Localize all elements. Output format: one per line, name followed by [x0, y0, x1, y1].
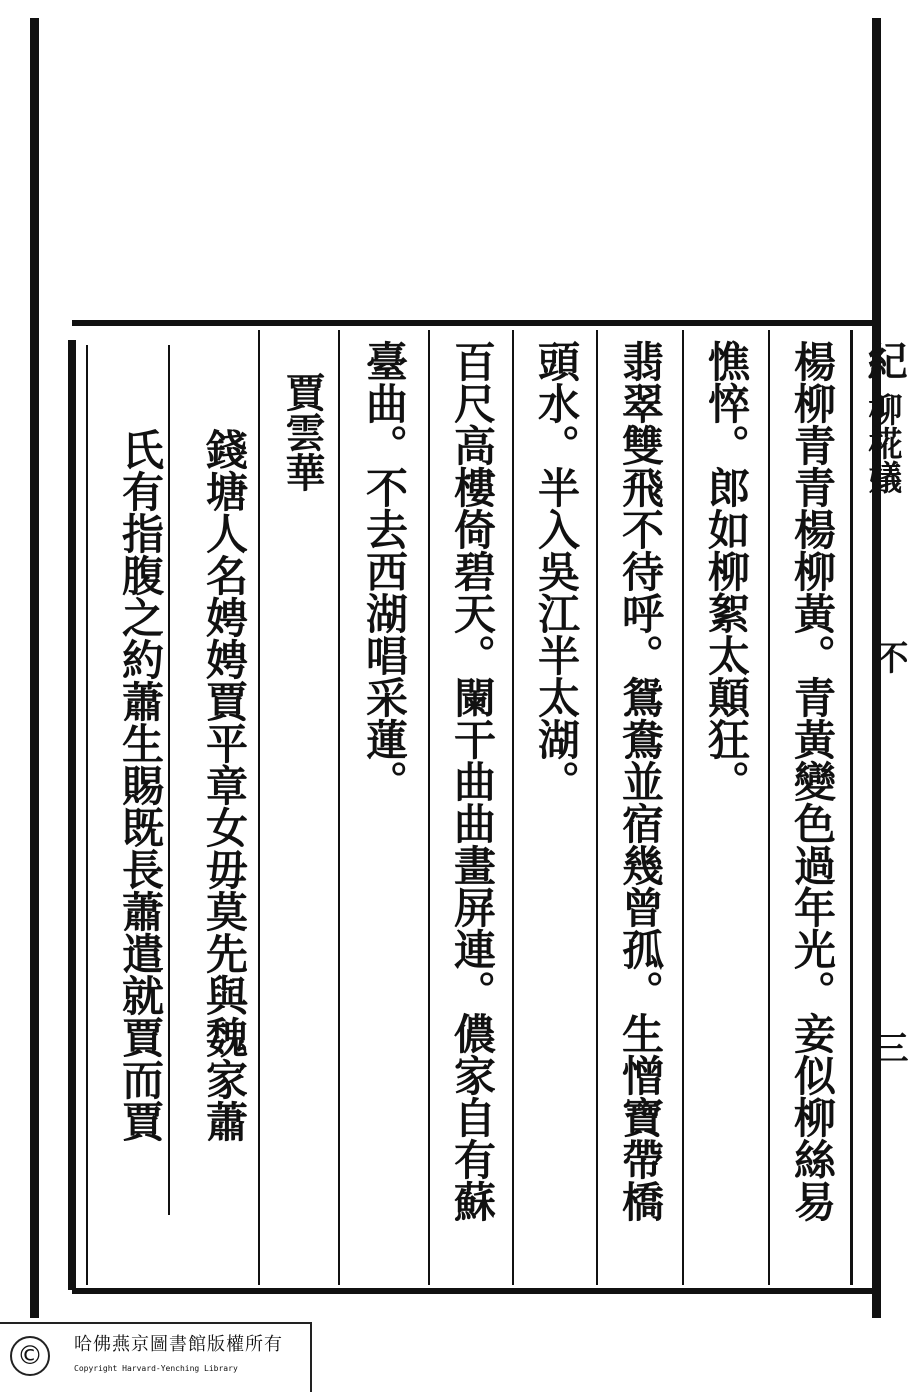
- text-column-8: 錢塘人名娉娉賈平章女毋莫先與魏家蕭: [200, 428, 249, 1142]
- column-divider: [168, 345, 170, 1215]
- frame-divider: [86, 345, 88, 1285]
- top-rule: [72, 320, 872, 326]
- page-number: 三: [868, 1030, 908, 1064]
- text-column-4: 頭水。半入吳江半太湖。: [532, 340, 581, 802]
- bottom-rule: [72, 1288, 872, 1294]
- text-column-5: 百尺高樓倚碧天。闌干曲曲畫屏連。儂家自有蘇: [448, 340, 497, 1222]
- column-divider: [338, 330, 340, 1285]
- text-column-3: 翡翠雙飛不待呼。鴛鴦並宿幾曾孤。生憎寶帶橋: [616, 340, 665, 1222]
- column-divider: [596, 330, 598, 1285]
- heading-jia-yunhua: 賈雲華: [279, 372, 326, 492]
- text-column-9: 氏有指腹之約蕭生賜既長蕭遣就賈而賈: [116, 428, 165, 1142]
- text-column-1: 楊柳青青楊柳黃。青黃變色過年光。妾似柳絲易: [788, 340, 837, 1222]
- column-divider: [850, 330, 853, 1285]
- column-divider: [428, 330, 430, 1285]
- right-page-fragment: 不: [868, 640, 908, 674]
- column-divider: [258, 330, 260, 1285]
- footer-chinese: 哈佛燕京圖書館版權所有: [74, 1334, 283, 1355]
- right-page-fragment: 紀: [861, 340, 908, 380]
- frame-left-border: [68, 340, 76, 1290]
- copyright-icon: ©: [10, 1336, 50, 1376]
- text-column-6: 臺曲。不去西湖唱采蓮。: [360, 340, 409, 802]
- copyright-footer: [0, 1322, 312, 1392]
- footer-english: Copyright Harvard-Yenching Library: [74, 1364, 238, 1373]
- left-margin-line: [30, 18, 39, 1318]
- column-divider: [768, 330, 770, 1285]
- column-divider: [512, 330, 514, 1285]
- text-column-2: 憔悴。郎如柳絮太顛狂。: [702, 340, 751, 802]
- column-divider: [682, 330, 684, 1285]
- right-page-fragment: 柳椛嬟: [862, 392, 902, 494]
